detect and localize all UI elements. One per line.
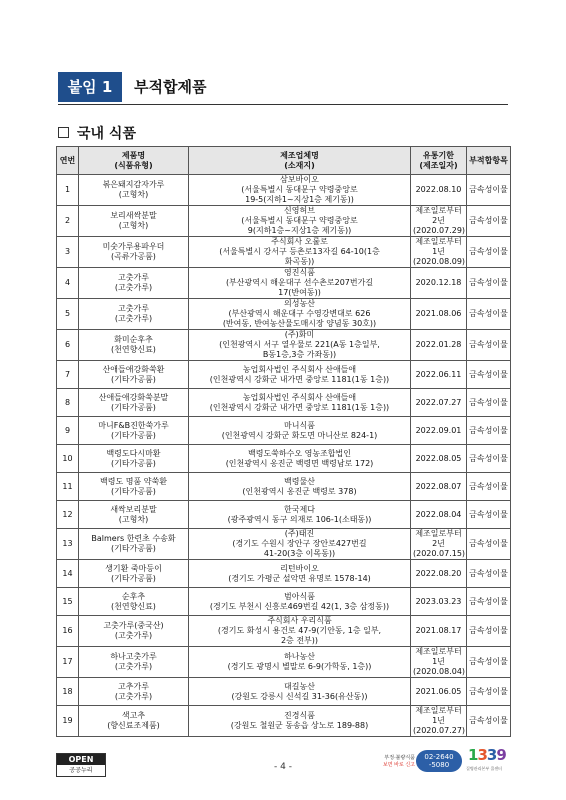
row-number: 11 [57,473,79,501]
column-header: 제품명 (식품유형) [79,147,189,175]
expiry-date: 2022.06.11 [411,361,467,389]
column-header: 유통기한 (제조일자) [411,147,467,175]
manufacturer: 대길농산 (강원도 강릉시 신석길 31-36(유산동)) [189,678,411,706]
product-name: 고춧가루 (고춧가루) [79,299,189,330]
row-number: 10 [57,445,79,473]
table-row [57,529,511,560]
table-row [57,560,511,588]
manufacturer: 진경식품 (강원도 철원군 동송읍 상노로 189-88) [189,706,411,737]
table-body [57,175,511,737]
expiry-date: 2023.03.23 [411,588,467,616]
column-header: 제조업체명 (소재지) [189,147,411,175]
nonconforming-products-table [56,146,511,737]
manufacturer: 신영허브 (서울특별시 동대문구 약령중앙로 9(지하1층~지상1층 제기동)) [189,206,411,237]
expiry-date: 2022.08.04 [411,501,467,529]
expiry-date: 제조일로부터 2년 (2020.07.15) [411,529,467,560]
product-name: 보리새싹분말 (고형차) [79,206,189,237]
nonconformity-item: 금속성이물 [467,330,511,361]
table-row [57,417,511,445]
row-number: 3 [57,237,79,268]
section-title: 국내 식품 [77,126,136,142]
product-name: Balmers 한련초 수송화 (기타가공품) [79,529,189,560]
manufacturer: 영진식품 (부산광역시 해운대구 선수촌로207번가길 17(반여동)) [189,268,411,299]
expiry-date: 제조일로부터 1년 (2020.07.27) [411,706,467,737]
table-row [57,588,511,616]
manufacturer: 마니식품 (인천광역시 강화군 화도면 마니산로 824-1) [189,417,411,445]
row-number: 16 [57,616,79,647]
row-number: 15 [57,588,79,616]
manufacturer: 주식회사 오룰로 (서울특별시 강서구 등촌로13자길 64-10(1층 화곡동)) [189,237,411,268]
table-row [57,473,511,501]
row-number: 13 [57,529,79,560]
expiry-date: 2021.08.06 [411,299,467,330]
table-row [57,647,511,678]
manufacturer: (주)화미 (인천광역시 서구 열우물로 221(A동 1층일부, B동1층,3층 가좌동)) [189,330,411,361]
manufacturer: 삼보바이오 (서울특별시 동대문구 약령중앙로 19-5(지하1~지상1층 제기동)) [189,175,411,206]
nonconformity-item: 금속성이물 [467,529,511,560]
row-number: 8 [57,389,79,417]
manufacturer: 범아식품 (경기도 부천시 신흥로469번길 42(1, 3층 삼정동)) [189,588,411,616]
row-number: 5 [57,299,79,330]
expiry-date: 제조일로부터 1년 (2020.08.04) [411,647,467,678]
manufacturer: (주)태진 (경기도 수원시 장안구 장안로427번길 41-20(3층 이목동)) [189,529,411,560]
attachment-badge: 붙임 1 [58,72,122,102]
hotline-logo: 1339 [468,746,506,764]
row-number: 7 [57,361,79,389]
table-row [57,330,511,361]
table-row [57,389,511,417]
hotline-caption: 질병관리본부 콜센터 [466,766,503,771]
expiry-date: 2022.08.07 [411,473,467,501]
nonconformity-item: 금속성이물 [467,268,511,299]
manufacturer: 농업회사법인 주식회사 산애들애 (인천광역시 강화군 내가면 중앙로 1181(1동 1층)) [189,389,411,417]
nonconformity-item: 금속성이물 [467,647,511,678]
product-name: 새싹보리분말 (고형차) [79,501,189,529]
manufacturer: 백령물산 (인천광역시 옹진군 백령로 378) [189,473,411,501]
nonconformity-item: 금속성이물 [467,473,511,501]
expiry-date: 제조일로부터 2년 (2020.07.29) [411,206,467,237]
nonconformity-item: 금속성이물 [467,237,511,268]
table-row [57,678,511,706]
expiry-date: 제조일로부터 1년 (2020.08.09) [411,237,467,268]
page-title: 부적합제품 [134,78,207,96]
row-number: 9 [57,417,79,445]
expiry-date: 2021.06.05 [411,678,467,706]
nonconformity-item: 금속성이물 [467,616,511,647]
row-number: 6 [57,330,79,361]
table-header-row [57,147,511,175]
manufacturer: 농업회사법인 주식회사 산애들애 (인천광역시 강화군 내가면 중앙로 1181(1동 1층)) [189,361,411,389]
product-name: 색고추 (향신료조제품) [79,706,189,737]
row-number: 14 [57,560,79,588]
expiry-date: 2022.01.28 [411,330,467,361]
nonconformity-item: 금속성이물 [467,361,511,389]
row-number: 19 [57,706,79,737]
table-row [57,706,511,737]
expiry-date: 2022.09.01 [411,417,467,445]
report-slogan: 부정·불량식품 보면 바로 신고 [382,755,415,768]
expiry-date: 2022.08.05 [411,445,467,473]
table-row [57,268,511,299]
table-row [57,237,511,268]
row-number: 18 [57,678,79,706]
nonconformity-item: 금속성이물 [467,445,511,473]
nonconformity-item: 금속성이물 [467,175,511,206]
row-number: 17 [57,647,79,678]
product-name: 하나고춧가루 (고춧가루) [79,647,189,678]
product-name: 산애들애강화쑥환 (기타가공품) [79,361,189,389]
nonconformity-item: 금속성이물 [467,560,511,588]
nonconformity-item: 금속성이물 [467,706,511,737]
report-phone-badge: 02-2640 -5080 [416,750,462,772]
page-number: - 4 - [274,762,292,772]
product-name: 생기환 죽마등이 (기타가공품) [79,560,189,588]
table-row [57,501,511,529]
product-name: 마니F&B진한쑥가루 (기타가공품) [79,417,189,445]
column-header: 부적합항목 [467,147,511,175]
product-name: 고추가루 (고춧가루) [79,678,189,706]
row-number: 2 [57,206,79,237]
table-row [57,445,511,473]
product-name: 고춧가루 (고춧가루) [79,268,189,299]
table-row [57,175,511,206]
table-row [57,616,511,647]
manufacturer: 리턴바이오 (경기도 가평군 설악면 유명로 1578-14) [189,560,411,588]
nonconformity-item: 금속성이물 [467,501,511,529]
manufacturer: 백령도쑥하수오 영농조합법인 (인천광역시 옹진군 백령면 백령남로 172) [189,445,411,473]
manufacturer: 의성농산 (부산광역시 해운대구 수영강변대로 626 (반여동, 반여농산물도매시장 양념동 30호)) [189,299,411,330]
header-divider [58,104,508,105]
section-heading [58,124,136,144]
table-row [57,299,511,330]
nonconformity-item: 금속성이물 [467,588,511,616]
expiry-date: 2022.07.27 [411,389,467,417]
nonconformity-item: 금속성이물 [467,417,511,445]
table-row [57,361,511,389]
row-number: 12 [57,501,79,529]
manufacturer: 주식회사 우리식품 (경기도 화성시 용건로 47-9(기안동, 1층 일부, 2층 전부)) [189,616,411,647]
product-name: 순후추 (천연향신료) [79,588,189,616]
manufacturer: 하나농산 (경기도 광명시 별말로 6-9(가학동, 1층)) [189,647,411,678]
expiry-date: 2021.08.17 [411,616,467,647]
product-name: 백령도다시마환 (기타가공품) [79,445,189,473]
row-number: 1 [57,175,79,206]
page-header [58,72,508,102]
product-name: 화미순후추 (천연향신료) [79,330,189,361]
checkbox-square-icon [58,127,69,138]
manufacturer: 한국제다 (광주광역시 동구 의재로 106-1(소태동)) [189,501,411,529]
nonconformity-item: 금속성이물 [467,389,511,417]
product-name: 볶은돼지감자가루 (고형차) [79,175,189,206]
nonconformity-item: 금속성이물 [467,299,511,330]
nonconformity-item: 금속성이물 [467,206,511,237]
expiry-date: 2022.08.10 [411,175,467,206]
table-row [57,206,511,237]
product-name: 산애들애강화쑥분말 (기타가공품) [79,389,189,417]
expiry-date: 2022.08.20 [411,560,467,588]
open-license-logo: OPEN 공공누리 [56,753,106,777]
product-name: 고춧가루(중국산) (고춧가루) [79,616,189,647]
expiry-date: 2020.12.18 [411,268,467,299]
product-name: 백령도 명품 약쑥환 (기타가공품) [79,473,189,501]
nonconformity-item: 금속성이물 [467,678,511,706]
row-number: 4 [57,268,79,299]
product-name: 미숫가루용파우더 (곡류가공품) [79,237,189,268]
column-header: 연번 [57,147,79,175]
